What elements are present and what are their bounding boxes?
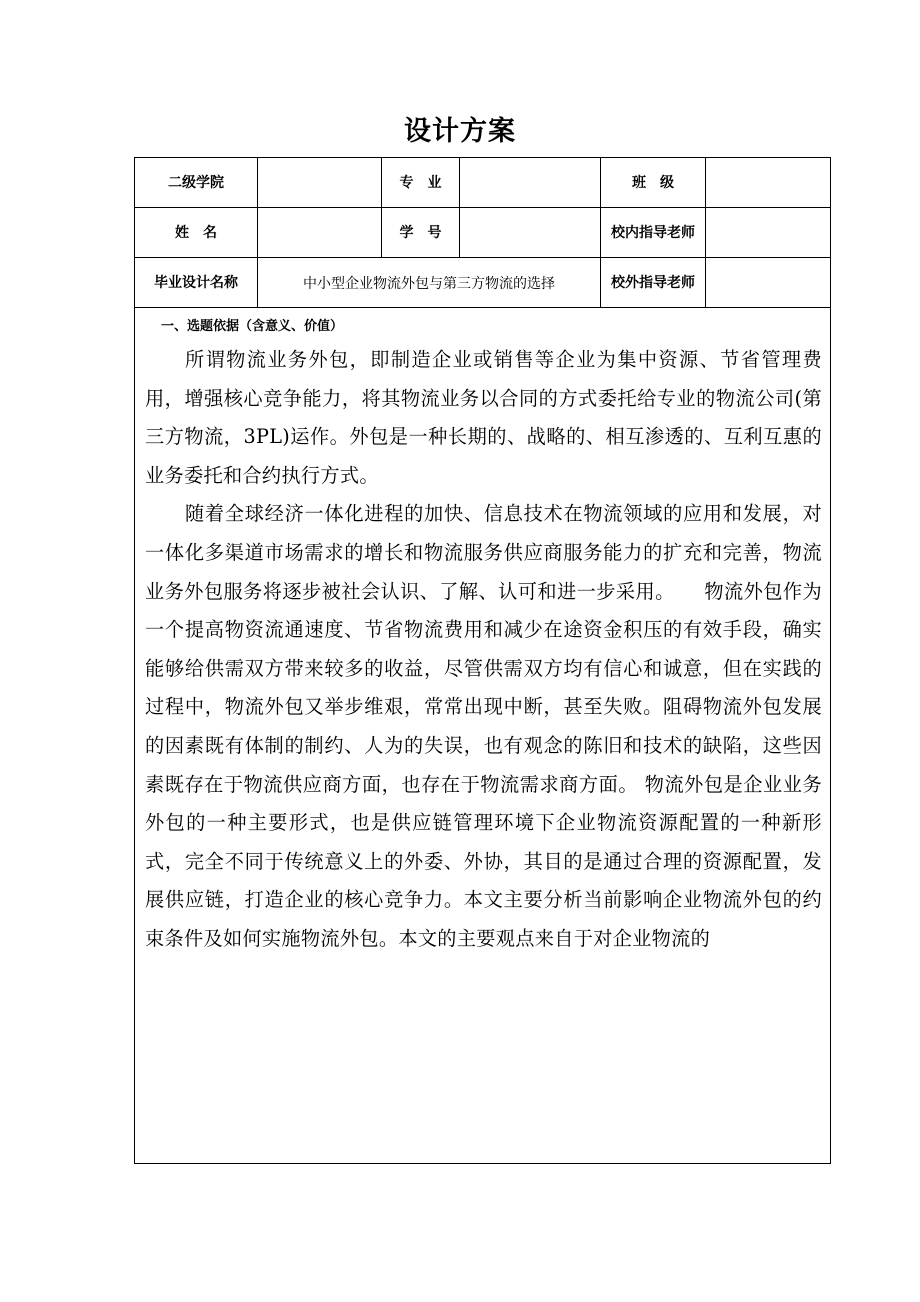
inner-advisor-label: 校内指导老师 <box>601 208 706 258</box>
design-plan-form <box>134 157 831 1164</box>
form-row-name <box>135 208 831 258</box>
paragraph-2: 随着全球经济一体化进程的加快、信息技术在物流领域的应用和发展，对一体化多渠道市场需求的增长和物流服务供应商服务能力的扩充和完善，物流业务外包服务将逐步被社会认识、了解、认可和进一步采用。 物流外包作为一个提高物资流通速度、节省物流费用和减少在途资金积压的有效手段，确实能够给供需双方带来较多的收益，尽管供需双方均有信心和诚意，但在实践的过程中，物流外包又举步维艰，常常出现中断，甚至失败。阻碍物流外包发展的因素既有体制的制约、人为的失误，也有观念的陈旧和技术的缺陷，这些因素既存在于物流供应商方面，也存在于物流需求商方面。 物流外包是企业业务外包的一种主要形式，也是供应链管理环境下企业物流资源配置的一种新形式，完全不同于传统意义上的外委、外协，其目的是通过合理的资源配置，发展供应链，打造企业的核心竞争力。本文主要分析当前影响企业物流外包的约束条件及如何实施物流外包。本文的主要观点来自于对企业物流的 <box>145 502 822 950</box>
form-row-project <box>135 258 831 308</box>
paragraph-1: 所谓物流业务外包，即制造企业或销售等企业为集中资源、节省管理费用，增强核心竞争能力，将其物流业务以合同的方式委托给专业的物流公司(第三方物流，3PL)运作。外包是一种长期的、战略的、相互渗透的、互利互惠的业务委托和合约执行方式。 <box>145 348 822 487</box>
class-label: 班 级 <box>601 158 706 208</box>
student-id-label: 学 号 <box>382 208 460 258</box>
form-row-college <box>135 158 831 208</box>
page-title: 设计方案 <box>404 116 516 147</box>
inner-advisor-field[interactable] <box>706 208 831 258</box>
outer-advisor-field[interactable] <box>706 258 831 308</box>
name-label: 姓 名 <box>135 208 258 258</box>
major-label: 专 业 <box>382 158 460 208</box>
project-name-field[interactable]: 中小型企业物流外包与第三方物流的选择 <box>258 258 601 308</box>
student-id-field[interactable] <box>460 208 601 258</box>
name-field[interactable] <box>258 208 382 258</box>
college-label: 二级学院 <box>135 158 258 208</box>
form-row-rationale <box>135 308 831 1164</box>
major-field[interactable] <box>460 158 601 208</box>
project-name-label: 毕业设计名称 <box>135 258 258 308</box>
outer-advisor-label: 校外指导老师 <box>601 258 706 308</box>
section-heading: 一、选题依据（含意义、价值） <box>161 319 344 334</box>
rationale-cell <box>135 308 831 1164</box>
college-field[interactable] <box>258 158 382 208</box>
class-field[interactable] <box>706 158 831 208</box>
